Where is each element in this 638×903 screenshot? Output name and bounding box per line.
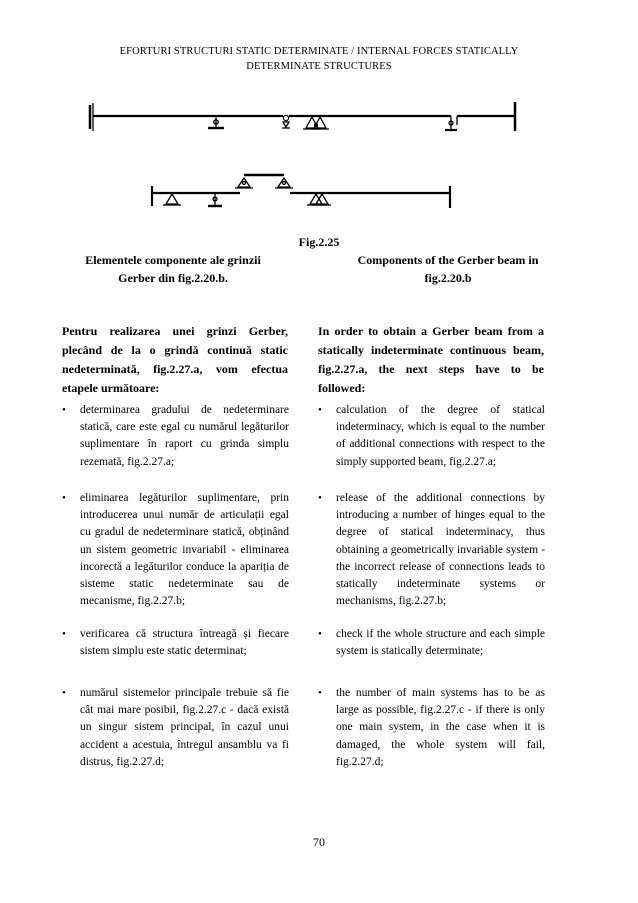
- figure-caption-ro: [58, 251, 288, 287]
- header-line-1: EFORTURI STRUCTURI STATIC DETERMINATE / INTERNAL FORCES STATICALLY: [119, 46, 519, 57]
- caption-ro-line-2: Gerber din fig.2.20.b.: [118, 271, 228, 285]
- bullet-dot: •: [318, 492, 322, 504]
- list-item: [318, 626, 545, 660]
- bullet-text: release of the additional connections by introducing a number of hinges equal to the degree of statical indeterminacy, thus obtaining a geometrically invariable system - the incorrect release of connections leads to statically indeterminate systems or mechanisms, fig.2.27.b;: [336, 492, 545, 608]
- raised-support-left: [238, 178, 250, 187]
- bullet-dot: •: [62, 404, 66, 416]
- list-item: [62, 685, 289, 771]
- intro-paragraph-en: In order to obtain a Gerber beam from a statically indeterminate continuous beam, fig.2.27.a, the next steps have to be followed:: [318, 324, 544, 395]
- pinned-support-lower-1: [310, 194, 322, 204]
- bullet-text: numărul sistemelor principale trebuie să fie cât mai mare posibil, fig.2.27.c - dacă există un singur sistem principal, în cazul unui accident a acestuia, întregul ansamblu va fi distrus, fig.2.27.d;: [80, 687, 289, 768]
- bullet-text: eliminarea legăturilor suplimentare, prin introducerea unui număr de articulații egal cu gradul de nedeterminare statică, obținând un sistem geometric invariabil - eliminarea incorectă a legăturilor conduce la apariția de sisteme static nedeterminate sau de mecanisme, fig.2.27.b;: [80, 492, 289, 608]
- pinned-support-lower-2: [316, 194, 328, 204]
- bullet-text: verificarea că structura întreagă și fiecare sistem simplu este static determinat;: [80, 628, 289, 658]
- raised-support-right: [278, 178, 290, 187]
- gerber-beam-figure: [0, 0, 638, 240]
- bullet-text: check if the whole structure and each simple system is statically determinate;: [336, 628, 545, 658]
- bullet-dot: •: [318, 404, 322, 416]
- caption-en-line-1: Components of the Gerber beam in: [357, 253, 539, 267]
- list-item: [318, 402, 545, 471]
- intro-paragraph-ro: Pentru realizarea unei grinzi Gerber, plecând de la o grindă continuă static nedeterminată, fig.2.27.a, vom efectua etapele următoare:: [62, 324, 288, 395]
- list-item: [318, 490, 545, 610]
- bullet-dot: •: [62, 492, 66, 504]
- list-item: [62, 490, 289, 610]
- bullet-dot: •: [62, 687, 66, 699]
- pinned-support-left: [166, 194, 178, 204]
- bullet-text: the number of main systems has to be as large as possible, fig.2.27.c - if there is only one main system, in the case when it is damaged, the whole system will fail, fig.2.27.d;: [336, 687, 545, 768]
- list-item: [318, 685, 545, 771]
- figure-caption-en: [318, 251, 578, 287]
- caption-ro-line-1: Elementele componente ale grinzii: [85, 253, 261, 267]
- caption-en-line-2: fig.2.20.b: [424, 271, 472, 285]
- header-line-2: DETERMINATE STRUCTURES: [246, 61, 392, 72]
- bullet-text: calculation of the degree of statical indeterminacy, which is equal to the number of additional connections with respect to the simply supported beam, fig.2.27.a;: [336, 404, 545, 468]
- page-number: 70: [313, 835, 325, 849]
- list-item: [62, 626, 289, 660]
- bullet-dot: •: [318, 687, 322, 699]
- hinge-1: [283, 115, 288, 120]
- bullet-dot: •: [62, 628, 66, 640]
- lower-beam-assembly: [152, 175, 450, 208]
- bullet-dot: •: [318, 628, 322, 640]
- bullet-text: determinarea gradului de nedeterminare statică, care este egal cu numărul legăturilor suplimentare în raport cu grinda simplu rezemată, fig.2.27.a;: [80, 404, 289, 468]
- upper-beam-assembly: [90, 102, 515, 131]
- figure-label: Fig.2.25: [298, 235, 340, 249]
- list-item: [62, 402, 289, 471]
